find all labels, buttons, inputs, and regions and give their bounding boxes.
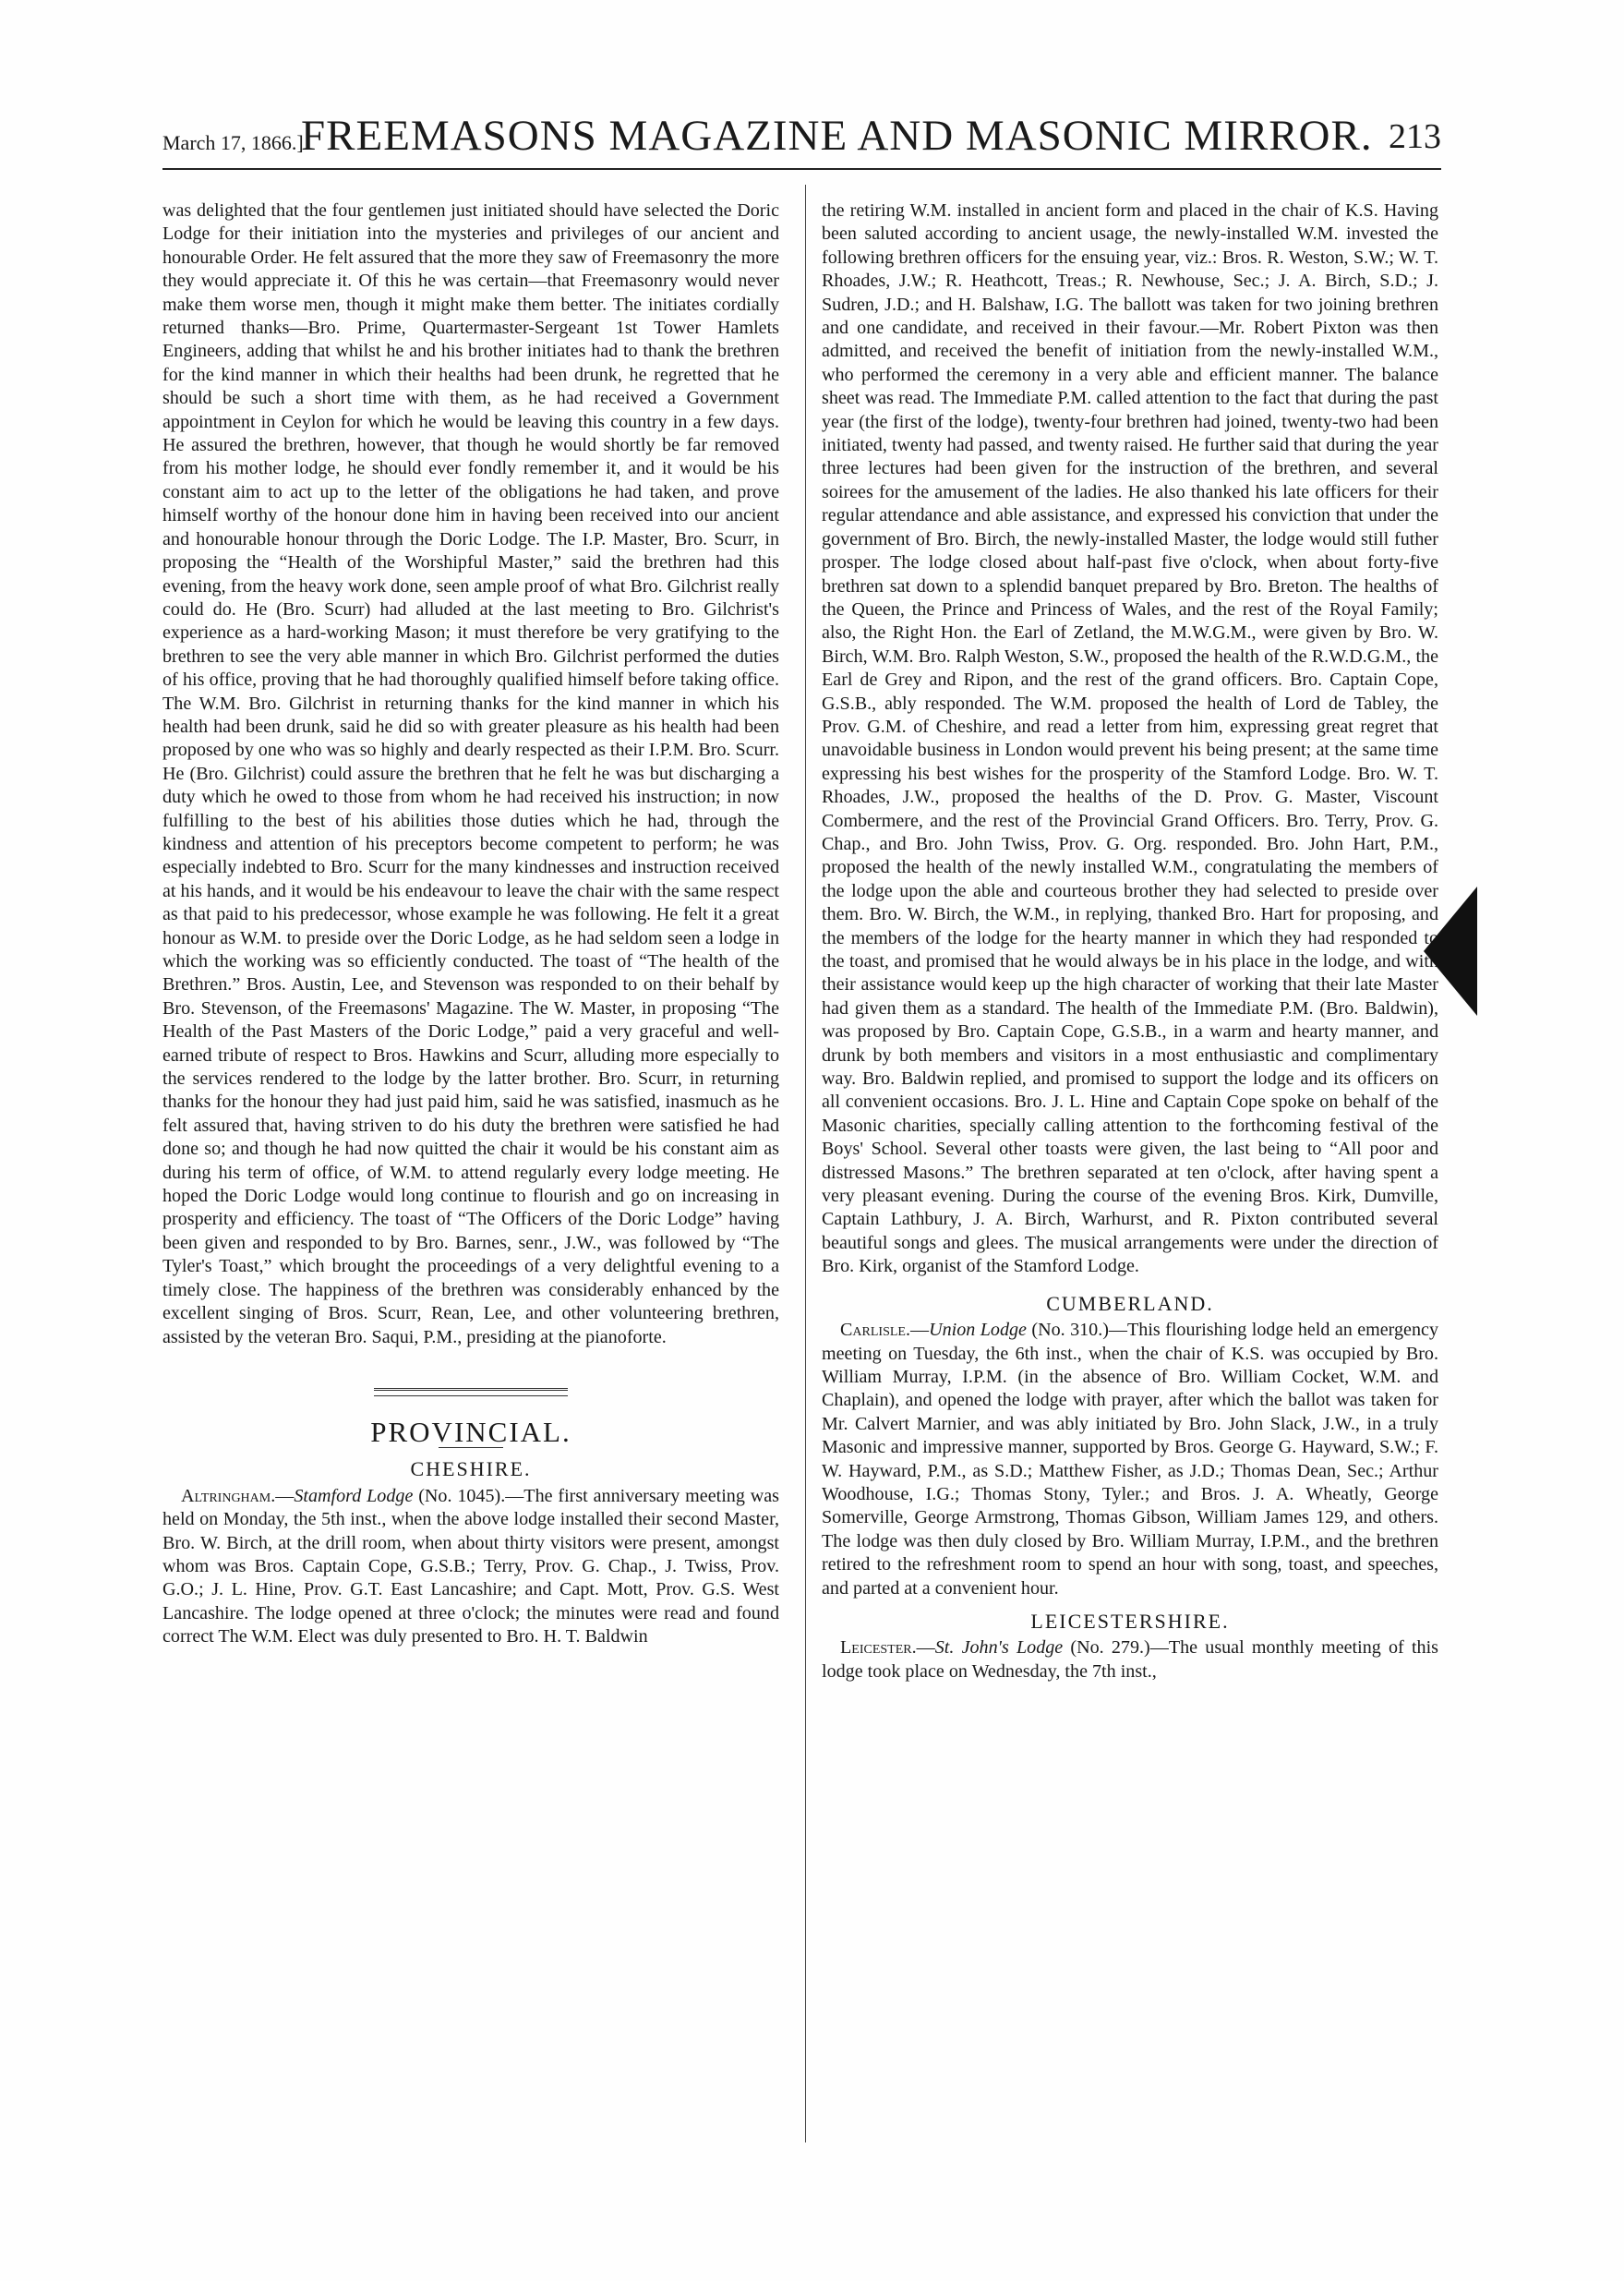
header-rule — [162, 168, 1441, 170]
scan-tab-marker — [1424, 887, 1477, 1016]
column-divider — [805, 185, 806, 2142]
leicestershire-report: Leicester.—St. John's Lodge (No. 279.)—The usual monthly meeting of this lodge took place on Wednesday, the 7th inst., — [822, 1637, 1438, 1682]
lodge-name: St. John's Lodge — [934, 1637, 1064, 1659]
right-column — [822, 199, 1438, 1684]
section-separator — [374, 1388, 568, 1396]
place-name: Carlisle. — [840, 1320, 910, 1341]
subsection-title-leicestershire: LEICESTERSHIRE. — [1030, 1609, 1230, 1633]
cumberland-report-text: (No. 310.)—This flourishing lodge held an emergency meeting on Tuesday, the 6th inst., when the chair of K.S. was occupied by Bro. William Murray, I.P.M. (in the absence of Bro. William Cocket, W.M. and Chaplain), and opened the lodge with prayer, after which the ballot was taken for Mr. Calvert Marnier, and was ably initiated by Bro. John Slack, J.W., in a truly Masonic and impressive manner, supported by Bros. George G. Hayward, S.W.; F. W. Hayward, P.M., as S.D.; Matthew Fisher, as J.D.; Thomas Dean, Sec.; Arthur Woodhouse, I.G.; Thomas Stony, Tyler.; and Bros. J. A. Wheatly, George Somerville, George Armstrong, Thomas Gibson, William James 129, and others. The lodge was then duly closed by Bro. William Murray, I.P.M., and the brethren retired to the refreshment room to spend an hour with song, toast, and speeches, and parted at a convenient hour. — [822, 1320, 1438, 1599]
subsection-title-cheshire: CHESHIRE. — [410, 1457, 532, 1481]
subsection-title-cumberland: CUMBERLAND. — [1046, 1291, 1214, 1315]
leicestershire-report-text: (No. 279.)—The usual monthly meeting of this lodge took place on Wednesday, the 7th inst., — [822, 1637, 1438, 1682]
lodge-name: Stamford Lodge — [294, 1485, 414, 1506]
section-title-provincial: PROVINCIAL. — [370, 1415, 571, 1448]
place-name: Leicester. — [840, 1637, 917, 1659]
stamford-lodge-report: the retiring W.M. installed in ancient form and placed in the chair of K.S. Having been saluted according to ancient usage, the newly-installed W.M. invested the following brethren officers for the ensuing year, viz.: Bros. R. Weston, S.W.; W. T. Rhoades, J.W.; R. Heathcott, Treas.; R. Newhouse, Sec.; J. A. Birch, S.D.; J. Sudren, J.D.; and H. Balshaw, I.G. The ballott was taken for two joining brethren and one candidate, and received in their favour.—Mr. Robert Pixton was then admitted, and received the benefit of initiation from the newly-installed W.M., who performed the ceremony in a very able and efficient manner. The balance sheet was read. The Immediate P.M. called attention to the fact that during the past year (the first of the lodge), twenty-four brethren had joined, twenty-two had been initiated, twenty had passed, and twenty raised. He further said that during the year three lectures had been given for the instruction of the brethren, and several soirees for the amusement of the ladies. He also thanked his late officers for their regular attendance and able assistance, and expressed his conviction that under the government of Bro. Birch, the newly-installed Master, the lodge would still futher prosper. The lodge closed about half-past five o'clock, when about forty-five brethren sat down to a splendid banquet prepared by Bro. Breton. The healths of the Queen, the Prince and Princess of Wales, and the rest of the Royal Family; also, the Right Hon. the Earl of Zetland, the M.W.G.M., were given by Bro. W. Birch, W.M. Bro. Ralph Weston, S.W., proposed the health of the R.W.D.G.M., the Earl de Grey and Ripon, and the rest of the grand officers. Bro. Captain Cope, G.S.B., ably responded. The W.M. proposed the health of Lord de Tabley, the Prov. G.M. of Cheshire, and read a letter from him, expressing great regret that unavoidable business in London would prevent his being present; at the same time expressing his best wishes for the prosperity of the Stamford Lodge. Bro. W. T. Rhoades, J.W., proposed the healths of the D. Prov. G. Master, Viscount Combermere, and the rest of the Provincial Grand Officers. Bro. Terry, Prov. G. Chap., and Bro. John Twiss, Prov. G. Org. responded. Bro. John Hart, P.M., proposed the health of the newly installed W.M., congratulating the members of the lodge upon the able and courteous brother they had selected to preside over them. Bro. W. Birch, the W.M., in replying, thanked Bro. Hart for proposing, and the members of the lodge for the hearty manner in which they had responded to the toast, and promised that he would always be in his place in the lodge, and with their assistance would keep up the high character of working that their late Master had given them as a standard. The health of the Immediate P.M. (Bro. Baldwin), was proposed by Bro. Captain Cope, G.S.B., in a warm and hearty manner, and drunk by both members and visitors in a most enthusiastic and complimentary way. Bro. Baldwin replied, and promised to support the lodge and its officers on all convenient occasions. Bro. J. L. Hine and Captain Cope spoke on behalf of the Masonic charities, specially calling attention to the forthcoming festival of the Boys' School. Several other toasts were given, the last being to “All poor and distressed Masons.” The brethren separated at ten o'clock, after having spent a very pleasant evening. During the course of the evening Bros. Kirk, Dumville, Captain Lathbury, J. A. Birch, Warhurst, and R. Pixton contributed several beautiful songs and glees. The musical arrangements were under the direction of Bro. Kirk, organist of the Stamford Lodge. — [822, 200, 1438, 1277]
cheshire-report-text: (No. 1045).—The first anniversary meeting was held on Monday, the 5th inst., when the above lodge installed their second Master, Bro. W. Birch, at the drill room, when about thirty visitors were present, amongst whom was Bros. Captain Cope, G.S.B.; Terry, Prov. G. Chap., J. Twiss, Prov. G.O.; J. L. Hine, Prov. G.T. East Lancashire; and Capt. Mott, Prov. G.S. West Lancashire. The lodge opened at three o'clock; the minutes were read and found correct The W.M. Elect was duly presented to Bro. H. T. Baldwin — [162, 1485, 779, 1647]
left-column — [162, 199, 779, 1649]
header-date: March 17, 1866.] — [162, 131, 304, 154]
page-number: 213 — [1389, 117, 1441, 156]
place-name: Altringham. — [181, 1485, 276, 1506]
cumberland-report: Carlisle.—Union Lodge (No. 310.)—This flourishing lodge held an emergency meeting on Tuesday, the 6th inst., when the chair of K.S. was occupied by Bro. William Murray, I.P.M. (in the absence of Bro. William Cocket, W.M. and Chaplain), and opened the lodge with prayer, after which the ballot was taken for Mr. Calvert Marnier, and was ably initiated by Bro. John Slack, J.W., in a truly Masonic and impressive manner, supported by Bros. George G. Hayward, S.W.; F. W. Hayward, P.M., as S.D.; Matthew Fisher, as J.D.; Thomas Dean, Sec.; Arthur Woodhouse, I.G.; Thomas Stony, Tyler.; and Bros. J. A. Wheatly, George Somerville, George Armstrong, Thomas Gibson, William James 129, and others. The lodge was then duly closed by Bro. William Murray, I.P.M., and the brethren retired to the refreshment room to spend an hour with song, toast, and speeches, and parted at a convenient hour. — [822, 1320, 1438, 1599]
masthead-title: FREEMASONS MAGAZINE AND MASONIC MIRROR. — [301, 112, 1373, 160]
doric-lodge-report: was delighted that the four gentlemen just initiated should have selected the Doric Lodge for their initiation into the mysteries and privileges of our ancient and honourable Order. He felt assured that the more they saw of Freemasonry the more they would appreciate it. Of this he was certain—that Freemasonry would never make them worse men, though it might make them better. The initiates cordially returned thanks—Bro. Prime, Quartermaster-Sergeant 1st Tower Hamlets Engineers, adding that whilst he and his brother initiates had to thank the brethren for the kind manner in which their healths had been drunk, he regretted that he should be such a short time with them, as he had received a Government appointment in Ceylon for which he would be leaving this country in a few days. He assured the brethren, however, that though he would shortly be far removed from his mother lodge, he should ever fondly remember it, and it would be his constant aim to act up to the letter of the obligations he had taken, and prove himself worthy of the honour done him in having been received into our ancient and honourable honour through the Doric Lodge. The I.P. Master, Bro. Scurr, in proposing the “Health of the Worshipful Master,” said the brethren had this evening, from the heavy work done, seen ample proof of what Bro. Gilchrist really could do. He (Bro. Scurr) had alluded at the last meeting to Bro. Gilchrist's experience as a hard-working Mason; it must therefore be very gratifying to the brethren to see the very able manner in which Bro. Gilchrist performed the duties of his office, proving that he had thoroughly qualified himself before taking office. The W.M. Bro. Gilchrist in returning thanks for the kind manner in which his health had been drunk, said he did so with greater pleasure as his health had been proposed by one who was so highly and dearly respected as their I.P.M. Bro. Scurr. He (Bro. Gilchrist) could assure the brethren that he felt he was but discharging a duty which he owed to those from whom he had received his instruction; in now fulfilling to the best of his abilities those duties which he had, through the kindness and attention of his preceptors become competent to perform; he was especially indebted to Bro. Scurr for the many kindnesses and instruction received at his hands, and it would be his endeavour to leave the chair with the same respect as that paid to his predecessor, whose example he was following. He felt it a great honour as W.M. to preside over the Doric Lodge, as he had seldom seen a lodge in which the working was so efficiently conducted. The toast of “The health of the Brethren.” Bros. Austin, Lee, and Stevenson was responded to on their behalf by Bro. Stevenson, of the Freemasons' Magazine. The W. Master, in proposing “The Health of the Past Masters of the Doric Lodge,” paid a very graceful and well-earned tribute of respect to Bros. Hawkins and Scurr, alluding more especially to the services rendered to the lodge by the latter brother. Bro. Scurr, in returning thanks for the honour they had just paid him, said he was satisfied, inasmuch as he felt assured that, having striven to do his duty the brethren were satisfied he had done so; and though he had now quitted the chair it would be his constant aim as during his term of office, of W.M. to attend regularly every lodge meeting. He hoped the Doric Lodge would long continue to flourish and go on increasing in prosperity and efficiency. The toast of “The Officers of the Doric Lodge” having been given and responded to by Bro. Barnes, senr., J.W., was followed by “The Tyler's Toast,” which brought the proceedings of a very delightful evening to a timely close. The happiness of the brethren was considerably enhanced by the excellent singing of Bros. Scurr, Rean, Lee, and other volunteering brethren, assisted by the veteran Bro. Saqui, P.M., presiding at the pianoforte. — [162, 200, 779, 1347]
cheshire-report: Altringham.—Stamford Lodge (No. 1045).—The first anniversary meeting was held on Monday, the 5th inst., when the above lodge installed their second Master, Bro. W. Birch, at the drill room, when about thirty visitors were present, amongst whom was Bros. Captain Cope, G.S.B.; Terry, Prov. G. Chap., J. Twiss, Prov. G.O.; J. L. Hine, Prov. G.T. East Lancashire; and Capt. Mott, Prov. G.S. West Lancashire. The lodge opened at three o'clock; the minutes were read and found correct The W.M. Elect was duly presented to Bro. H. T. Baldwin — [162, 1485, 779, 1647]
lodge-name: Union Lodge — [929, 1320, 1027, 1341]
page-header — [162, 111, 1441, 163]
